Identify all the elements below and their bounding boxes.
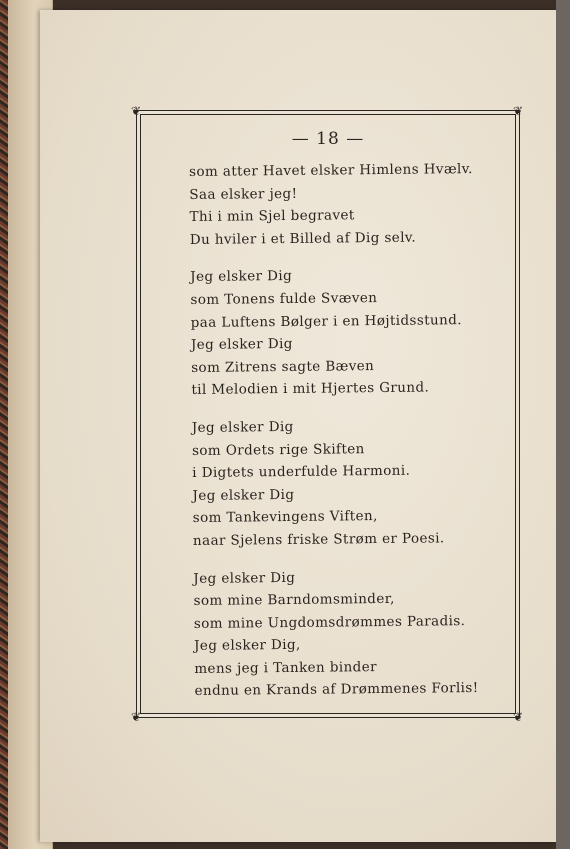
corner-ornament-icon: ❦ (513, 710, 524, 724)
poem-line: som mine Barndomsminder, (193, 590, 395, 610)
poem-line: Jeg elsker Dig (190, 268, 293, 286)
page-number: — 18 — (291, 129, 365, 149)
poem-line: som mine Ungdomsdrømmes Paradis. (193, 612, 466, 632)
poem-line: naar Sjelens friske Strøm er Poesi. (192, 530, 445, 549)
poem-line: til Melodien i mit Hjertes Grund. (191, 379, 430, 399)
stanza-3 (192, 414, 477, 553)
poem-line: som Tonens fulde Svæven (190, 290, 378, 308)
poem-line: Jeg elsker Dig (193, 569, 296, 587)
poem-line: paa Luftens Bølger i en Højtidsstund. (190, 311, 462, 331)
poem-line: som Tankevingens Viften, (192, 508, 378, 527)
corner-ornament-icon: ❦ (131, 104, 142, 118)
poem-line: Jeg elsker Dig (191, 418, 294, 436)
poem-line: Jeg elsker Dig (192, 486, 295, 504)
poem-line: Saa elsker jeg! (189, 185, 298, 203)
poem-line: Du hviler i et Billed af Dig selv. (189, 229, 417, 248)
poem-line: Jeg elsker Dig (190, 336, 293, 354)
stanza-1 (189, 158, 474, 251)
poem-line: som atter Havet elsker Himlens Hvælv. (189, 161, 473, 180)
stanza-4 (193, 565, 478, 704)
poem-line: i Digtets underfulde Harmoni. (192, 462, 411, 482)
stanza-2 (190, 263, 475, 402)
poem-line: Thi i min Sjel begravet (189, 207, 355, 226)
poem (189, 158, 479, 718)
poem-line: endnu en Krands af Drømmenes Forlis! (194, 680, 479, 700)
corner-ornament-icon: ❦ (131, 710, 142, 724)
poem-line: Jeg elsker Dig, (193, 637, 301, 655)
poem-line: som Ordets rige Skiften (191, 440, 365, 459)
corner-ornament-icon: ❦ (513, 104, 524, 118)
poem-line: mens jeg i Tanken binder (194, 658, 378, 677)
poem-line: som Zitrens sagte Bæven (191, 357, 375, 376)
book-page (40, 10, 556, 842)
scan-background-edge (556, 0, 570, 849)
ornamental-frame (131, 104, 524, 724)
